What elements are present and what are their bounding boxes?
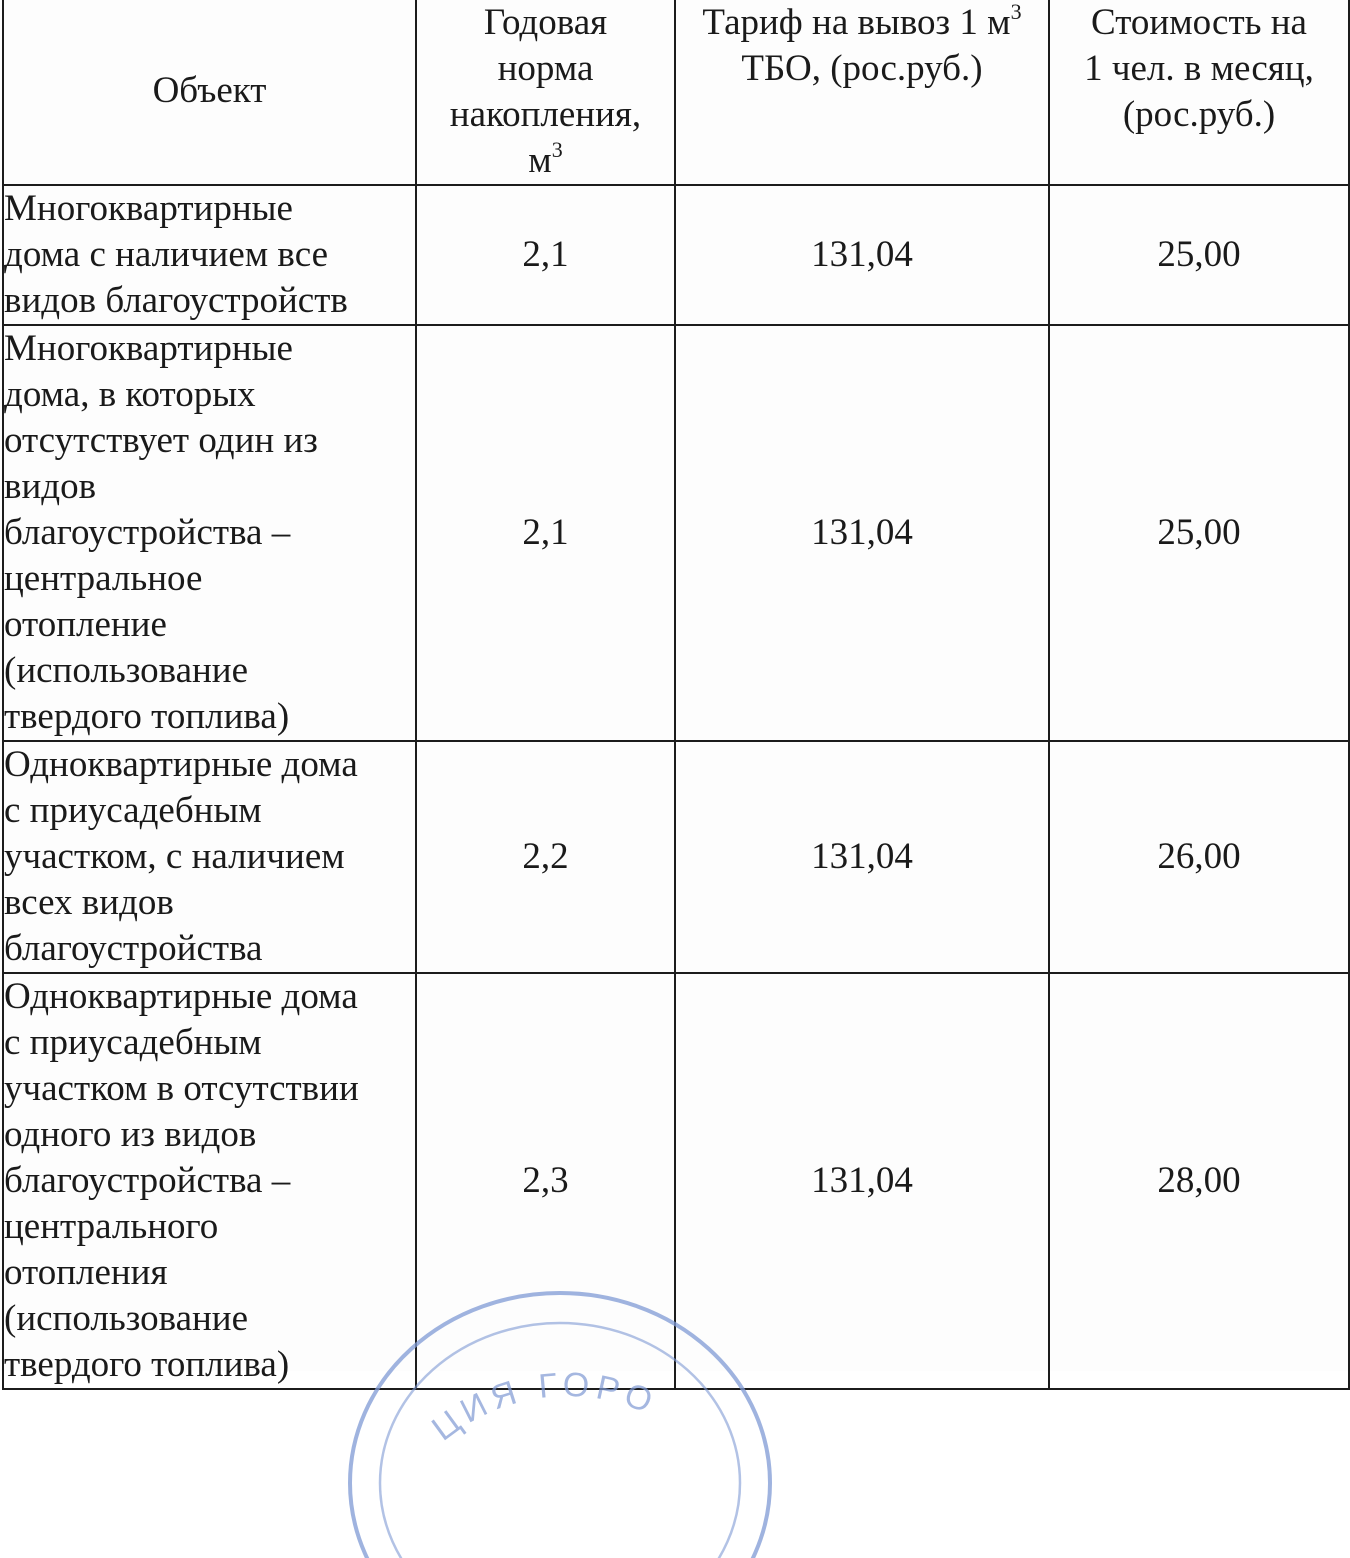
- object-line: отсутствует один из: [4, 420, 318, 461]
- header-tariff-sup: 3: [1010, 0, 1022, 24]
- header-norm-line: Годовая: [483, 2, 608, 43]
- header-cost-line: Стоимость на: [1091, 2, 1307, 43]
- header-norm-unit-text: м: [528, 140, 552, 181]
- object-line: твердого топлива): [4, 1344, 290, 1385]
- tariff-table: [2, 0, 1350, 1390]
- tariff-cell: 131,04: [675, 973, 1049, 1389]
- object-line: благоустройства: [4, 928, 263, 969]
- table-header-row: [3, 0, 1349, 185]
- cost-cell: 25,00: [1049, 325, 1349, 741]
- tariff-cell: 131,04: [675, 185, 1049, 325]
- header-tariff: [675, 0, 1049, 185]
- cost-cell: 25,00: [1049, 185, 1349, 325]
- norm-cell: 2,2: [416, 741, 675, 973]
- header-cost-line: 1 чел. в месяц,: [1084, 48, 1314, 89]
- header-norm-line: накопления,: [449, 94, 642, 135]
- table-row: [3, 185, 1349, 325]
- table-row: [3, 973, 1349, 1389]
- object-cell: [3, 185, 416, 325]
- object-line: отопления: [4, 1252, 168, 1293]
- object-line: Одноквартирные дома: [4, 744, 358, 785]
- object-line: дома с наличием все: [4, 234, 328, 275]
- object-line: с приусадебным: [4, 1022, 262, 1063]
- object-line: центрального: [4, 1206, 219, 1247]
- object-line: Многоквартирные: [4, 328, 293, 369]
- header-tariff-line: ТБО, (рос.руб.): [741, 48, 983, 89]
- header-tariff-line1-text: Тариф на вывоз 1 м: [702, 2, 1011, 43]
- object-cell: [3, 973, 416, 1389]
- object-line: участком в отсутствии: [4, 1068, 359, 1109]
- header-object: [3, 0, 416, 185]
- tariff-cell: 131,04: [675, 741, 1049, 973]
- norm-cell: 2,3: [416, 973, 675, 1389]
- object-line: центральное: [4, 558, 203, 599]
- object-line: всех видов: [4, 882, 174, 923]
- object-line: отопление: [4, 604, 167, 645]
- object-line: Одноквартирные дома: [4, 976, 358, 1017]
- header-cost: [1049, 0, 1349, 185]
- cost-cell: 26,00: [1049, 741, 1349, 973]
- header-object-text: Объект: [152, 70, 267, 111]
- object-line: благоустройства –: [4, 512, 291, 553]
- object-line: дома, в которых: [4, 374, 256, 415]
- object-line: одного из видов: [4, 1114, 257, 1155]
- cost-cell: 28,00: [1049, 973, 1349, 1389]
- norm-cell: 2,1: [416, 185, 675, 325]
- header-annual-norm: [416, 0, 675, 185]
- header-norm-unit: [417, 138, 674, 184]
- table-row: [3, 325, 1349, 741]
- object-line: видов благоустройств: [4, 280, 348, 321]
- header-tariff-line: [676, 0, 1048, 46]
- object-line: с приусадебным: [4, 790, 262, 831]
- norm-cell: 2,1: [416, 325, 675, 741]
- object-line: (использование: [4, 1298, 249, 1339]
- header-norm-unit-sup: 3: [551, 136, 563, 162]
- table-row: [3, 741, 1349, 973]
- object-line: (использование: [4, 650, 249, 691]
- stamp-text: ЦИЯ ГОРО: [425, 1365, 664, 1449]
- object-line: благоустройства –: [4, 1160, 291, 1201]
- object-line: твердого топлива): [4, 696, 290, 737]
- header-cost-line: (рос.руб.): [1122, 94, 1276, 135]
- object-line: видов: [4, 466, 97, 507]
- object-cell: [3, 741, 416, 973]
- object-line: участком, с наличием: [4, 836, 345, 877]
- object-line: Многоквартирные: [4, 188, 293, 229]
- object-cell: [3, 325, 416, 741]
- tariff-cell: 131,04: [675, 325, 1049, 741]
- header-norm-line: норма: [497, 48, 594, 89]
